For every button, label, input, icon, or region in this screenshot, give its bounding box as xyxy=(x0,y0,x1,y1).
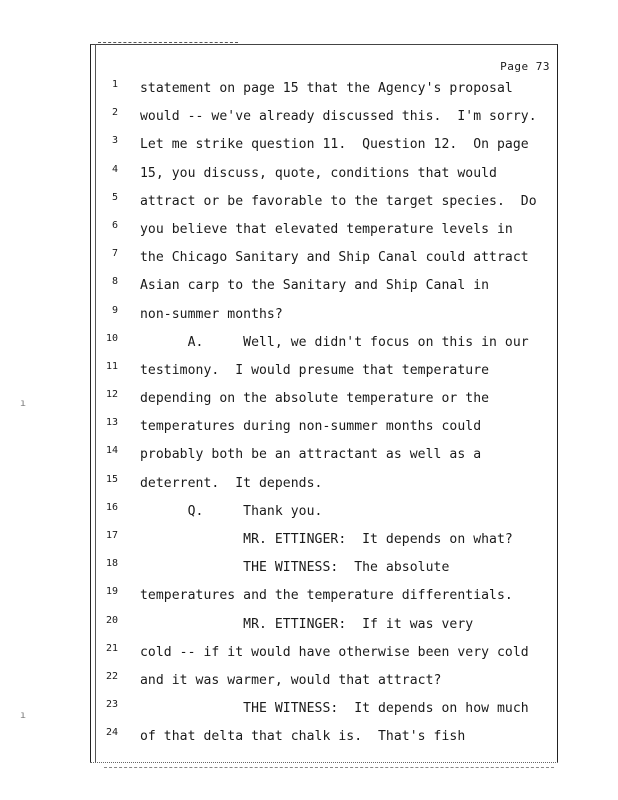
transcript-line xyxy=(100,526,550,554)
line-text: of that delta that chalk is. That's fish xyxy=(140,729,466,745)
line-text: Q. Thank you. xyxy=(140,503,323,519)
line-number: 14 xyxy=(105,445,118,457)
line-text: non-summer months? xyxy=(140,306,283,322)
line-text: probably both be an attractant as well as a xyxy=(140,447,482,463)
bottom-edge-artifact xyxy=(104,767,554,770)
line-number: 19 xyxy=(105,586,118,598)
line-text: cold -- if it would have otherwise been very cold xyxy=(140,644,529,660)
line-text: and it was warmer, would that attract? xyxy=(140,672,442,688)
line-number: 13 xyxy=(105,417,118,429)
line-number: 6 xyxy=(111,219,118,231)
line-number: 24 xyxy=(105,727,118,739)
transcript-line xyxy=(100,498,550,526)
transcript-line xyxy=(100,160,550,188)
line-text: the Chicago Sanitary and Ship Canal could attract xyxy=(140,250,529,266)
line-text: THE WITNESS: The absolute xyxy=(140,560,450,576)
line-number: 21 xyxy=(105,642,118,654)
line-number: 3 xyxy=(111,135,118,147)
left-margin-rule xyxy=(95,44,96,762)
transcript-line xyxy=(100,667,550,695)
line-number: 18 xyxy=(105,558,118,570)
line-number: 12 xyxy=(105,389,118,401)
line-number: 17 xyxy=(105,530,118,541)
line-number: 16 xyxy=(105,501,118,513)
line-text: you believe that elevated temperature levels in xyxy=(140,221,513,237)
transcript-line xyxy=(100,131,550,159)
line-number: 5 xyxy=(111,191,118,203)
line-number: 2 xyxy=(111,107,118,119)
line-number: 7 xyxy=(111,248,118,260)
line-number: 10 xyxy=(105,332,118,344)
transcript-line xyxy=(100,188,550,216)
transcript-lines xyxy=(100,75,550,752)
line-text: MR. ETTINGER: It depends on what? xyxy=(140,532,513,547)
margin-speck: ı xyxy=(20,398,27,409)
transcript-line xyxy=(100,639,550,667)
transcript-line xyxy=(100,301,550,329)
transcript-line xyxy=(100,413,550,441)
page-bottom-border xyxy=(90,762,558,763)
line-text: Asian carp to the Sanitary and Ship Canal in xyxy=(140,278,490,294)
line-text: attract or be favorable to the target species. Do xyxy=(140,193,537,209)
transcript-line xyxy=(100,695,550,723)
line-number: 4 xyxy=(111,163,118,175)
page-number: Page 73 xyxy=(500,60,550,73)
line-text: temperatures during non-summer months could xyxy=(140,419,482,435)
line-text: A. Well, we didn't focus on this in our xyxy=(140,334,529,350)
line-number: 20 xyxy=(105,614,118,626)
transcript-line xyxy=(100,554,550,582)
line-text: depending on the absolute temperature or the xyxy=(140,391,490,407)
transcript-line xyxy=(100,103,550,131)
transcript-line xyxy=(100,357,550,385)
transcript-line xyxy=(100,385,550,413)
line-number: 15 xyxy=(105,473,118,485)
line-number: 22 xyxy=(105,670,118,682)
transcript-line xyxy=(100,470,550,498)
transcript-line xyxy=(100,75,550,103)
transcript-line xyxy=(100,611,550,639)
line-text: testimony. I would presume that temperature xyxy=(140,362,490,378)
line-text: 15, you discuss, quote, conditions that would xyxy=(140,165,497,181)
line-text: statement on page 15 that the Agency's proposal xyxy=(140,81,513,96)
line-text: would -- we've already discussed this. I'm sorry. xyxy=(140,109,537,125)
line-text: MR. ETTINGER: If it was very xyxy=(140,616,474,632)
line-number: 8 xyxy=(111,276,118,288)
line-text: deterrent. It depends. xyxy=(140,475,323,491)
transcript-line xyxy=(100,272,550,300)
line-text: temperatures and the temperature differentials. xyxy=(140,588,513,604)
line-number: 23 xyxy=(105,699,118,711)
transcript-line xyxy=(100,582,550,610)
line-number: 1 xyxy=(111,79,118,90)
line-number: 9 xyxy=(111,304,118,316)
transcript-line xyxy=(100,723,550,751)
line-text: THE WITNESS: It depends on how much xyxy=(140,701,529,717)
margin-speck: ı xyxy=(20,710,27,721)
line-number: 11 xyxy=(105,360,118,372)
transcript-line xyxy=(100,216,550,244)
line-text: Let me strike question 11. Question 12. On page xyxy=(140,137,529,153)
transcript-line xyxy=(100,244,550,272)
transcript-line xyxy=(100,441,550,469)
transcript-line xyxy=(100,329,550,357)
